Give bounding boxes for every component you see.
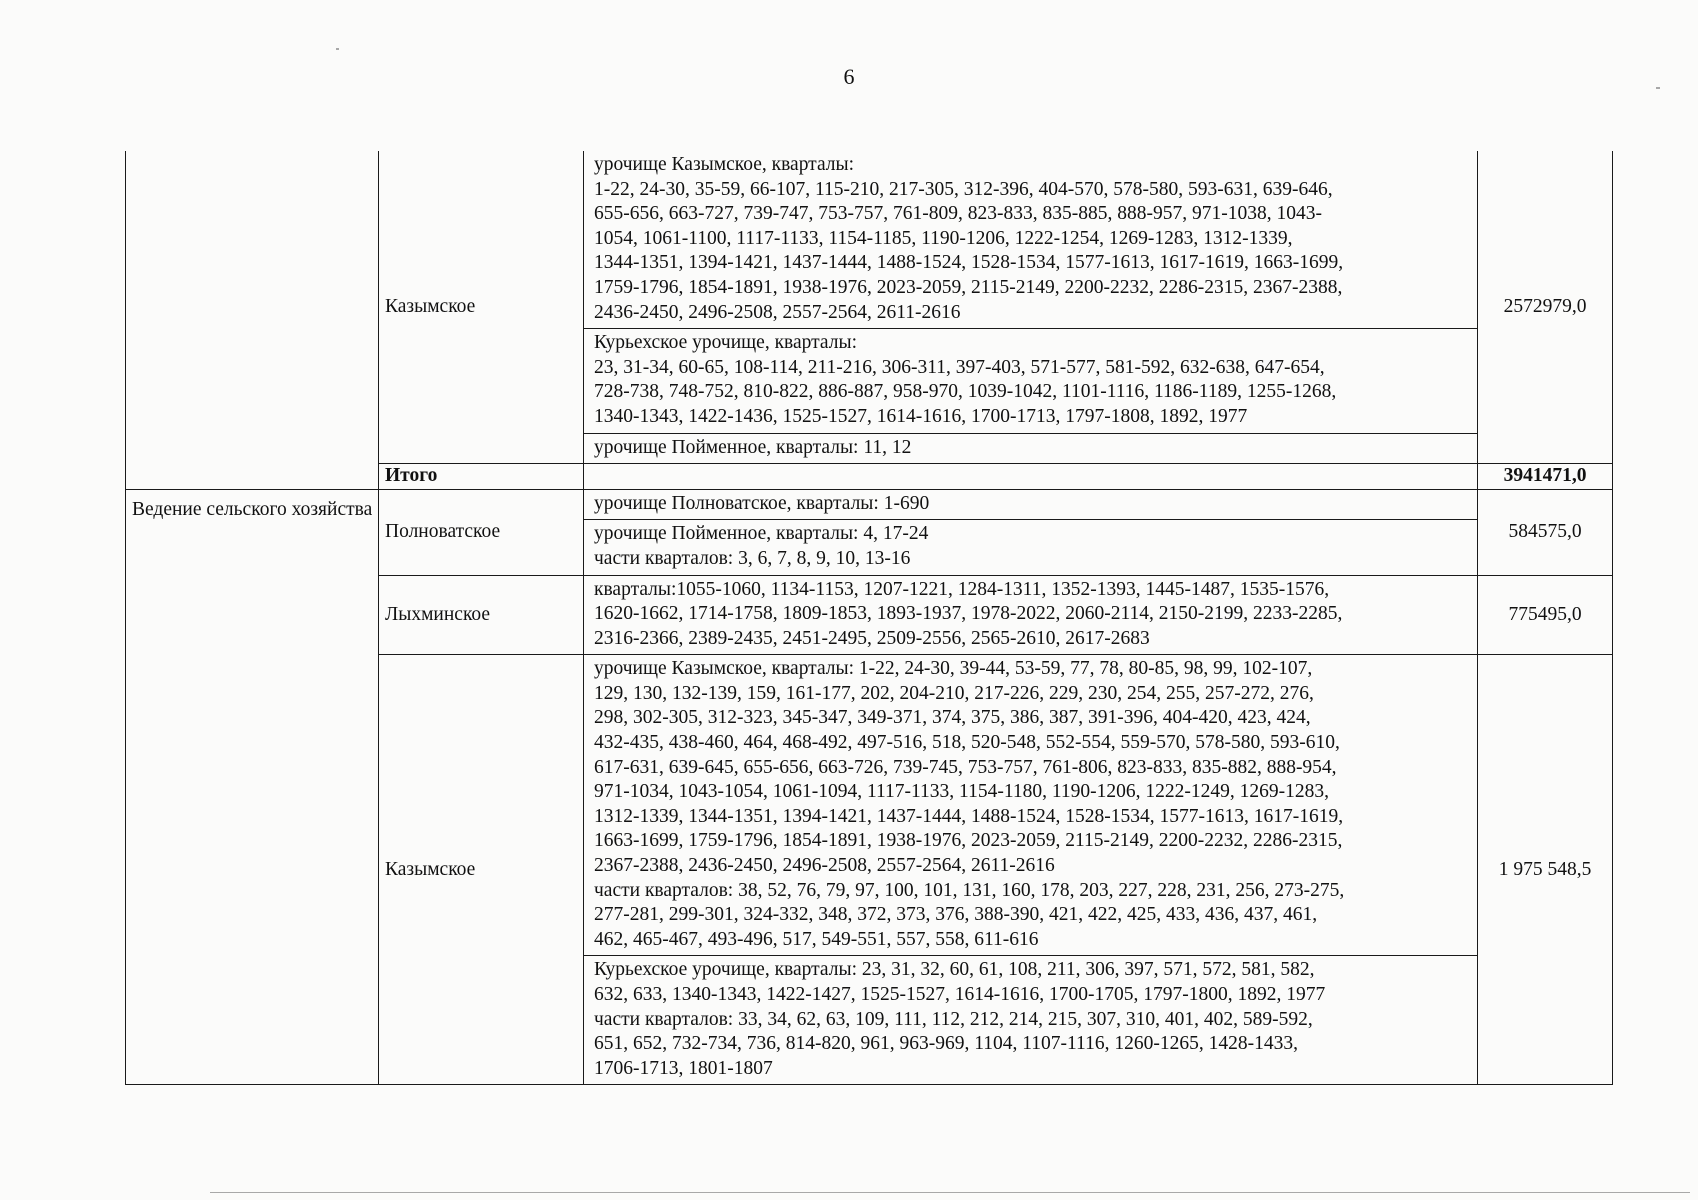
total-value: 3941471,0 xyxy=(1478,464,1613,490)
activity-cell-empty xyxy=(126,151,379,489)
quarters-cell: урочище Пойменное, кварталы: 4, 17-24 части кварталов: 3, 6, 7, 8, 9, 10, 13-16 xyxy=(584,520,1478,575)
scan-line-bottom xyxy=(210,1192,1690,1193)
activity-cell: Ведение сельского хозяйства xyxy=(126,489,379,1085)
quarters-cell: урочище Полноватское, кварталы: 1-690 xyxy=(584,489,1478,520)
forestry-cell: Полноватское xyxy=(379,489,584,575)
scan-speck xyxy=(1656,87,1660,89)
scan-speck xyxy=(336,48,339,50)
forestry-cell: Лыхминское xyxy=(379,575,584,655)
quarters-text: Курьехское урочище, кварталы: 23, 31-34, 60-65, 108-114, 211-216, 306-311, 397-403, 571-577, 581-592, 632-638, 647-654, 728-738, 748-752, 810-822, 886-887, 958-970, 1039-1042, 1101-1116, 1186-1189, 1255-1268, 1340-1343, 1422-1436, 1525-1527, 1614-1616, 1700-1713, 1797-1808, 1892, 1977 xyxy=(594,332,1337,427)
quarters-cell: урочище Пойменное, кварталы: 11, 12 xyxy=(584,433,1478,464)
area-cell: 1 975 548,5 xyxy=(1478,655,1613,1085)
area-cell: 2572979,0 xyxy=(1478,151,1613,464)
total-label: Итого xyxy=(379,464,584,490)
quarters-cell xyxy=(584,329,1478,433)
quarters-cell: урочище Казымское, кварталы: 1-22, 24-30, 39-44, 53-59, 77, 78, 80-85, 98, 99, 102-107, 129, 130, 132-139, 159, 161-177, 202, 204-210, 217-226, 229, 230, 254, 255, 257-272, 276, 298, 302-305, 312-323, 345-347, 349-371, 374, 375, 386, 387, 391-396, 404-420, 423, 424, 432-435, 438-460, 464, 468-492, 497-516, 518, 520-548, 552-554, 559-570, 578-580, 593-610, 617-631, 639-645, 655-656, 663-726, 739-745, 753-757, 761-806, 823-833, 835-882, 888-954, 971-1034, 1043-1054, 1061-1094, 1117-1133, 1154-1180, 1190-1206, 1222-1249, 1269-1283, 1312-1339, 1344-1351, 1394-1421, 1437-1444, 1488-1524, 1528-1534, 1577-1613, 1617-1619, 1663-1699, 1759-1796, 1854-1891, 1938-1976, 2023-2059, 2115-2149, 2200-2232, 2286-2315, 2367-2388, 2436-2450, 2496-2508, 2557-2564, 2611-2616 части кварталов: 38, 52, 76, 79, 97, 100, 101, 131, 160, 178, 203, 227, 228, 231, 256, 273-275, 277-281, 299-301, 324-332, 348, 372, 373, 376, 388-390, 421, 422, 425, 433, 436, 437, 461, 462, 465-467, 493-496, 517, 549-551, 557, 558, 611-616 xyxy=(584,655,1478,956)
area-cell: 775495,0 xyxy=(1478,575,1613,655)
total-empty-cell xyxy=(584,464,1478,490)
forestry-cell: Казымское xyxy=(379,655,584,1085)
page-number: 6 xyxy=(843,64,855,89)
quarters-cell: Курьехское урочище, кварталы: 23, 31, 32, 60, 61, 108, 211, 306, 397, 571, 572, 581, 582, 632, 633, 1340-1343, 1422-1427, 1525-1527, 1614-1616, 1700-1705, 1797-1800, 1892, 1977 части кварталов: 33, 34, 62, 63, 109, 111, 112, 212, 214, 215, 307, 310, 401, 402, 589-592, 651, 652, 732-734, 736, 814-820, 961, 963-969, 1104, 1107-1116, 1260-1265, 1428-1433, 1706-1713, 1801-1807 xyxy=(584,956,1478,1085)
quarters-cell: кварталы:1055-1060, 1134-1153, 1207-1221, 1284-1311, 1352-1393, 1445-1487, 1535-1576, 1620-1662, 1714-1758, 1809-1853, 1893-1937, 1978-2022, 2060-2114, 2150-2199, 2233-2285, 2316-2366, 2389-2435, 2451-2495, 2509-2556, 2565-2610, 2617-2683 xyxy=(584,575,1478,655)
table-row xyxy=(126,151,1613,329)
table-row xyxy=(126,489,1613,520)
quarters-text: урочище Казымское, кварталы: 1-22, 24-30, 35-59, 66-107, 115-210, 217-305, 312-396, 404-570, 578-580, 593-631, 639-646, 655-656, 663-727, 739-747, 753-757, 761-809, 823-833, 835-885, 888-957, 971-1038, 1043- 1054, 1061-1100, 1117-1133, 1154-1185, 1190-1206, 1222-1254, 1269-1283, 1312-1339, 1344-1351, 1394-1421, 1437-1444, 1488-1524, 1528-1534, 1577-1613, 1617-1619, 1663-1699, 1759-1796, 1854-1891, 1938-1976, 2023-2059, 2115-2149, 2200-2232, 2286-2315, 2367-2388, 2436-2450, 2496-2508, 2557-2564, 2611-2616 xyxy=(594,154,1344,323)
quarters-cell xyxy=(584,151,1478,329)
forestry-cell: Казымское xyxy=(379,151,584,464)
forest-use-table xyxy=(125,151,1613,1085)
area-cell: 584575,0 xyxy=(1478,489,1613,575)
